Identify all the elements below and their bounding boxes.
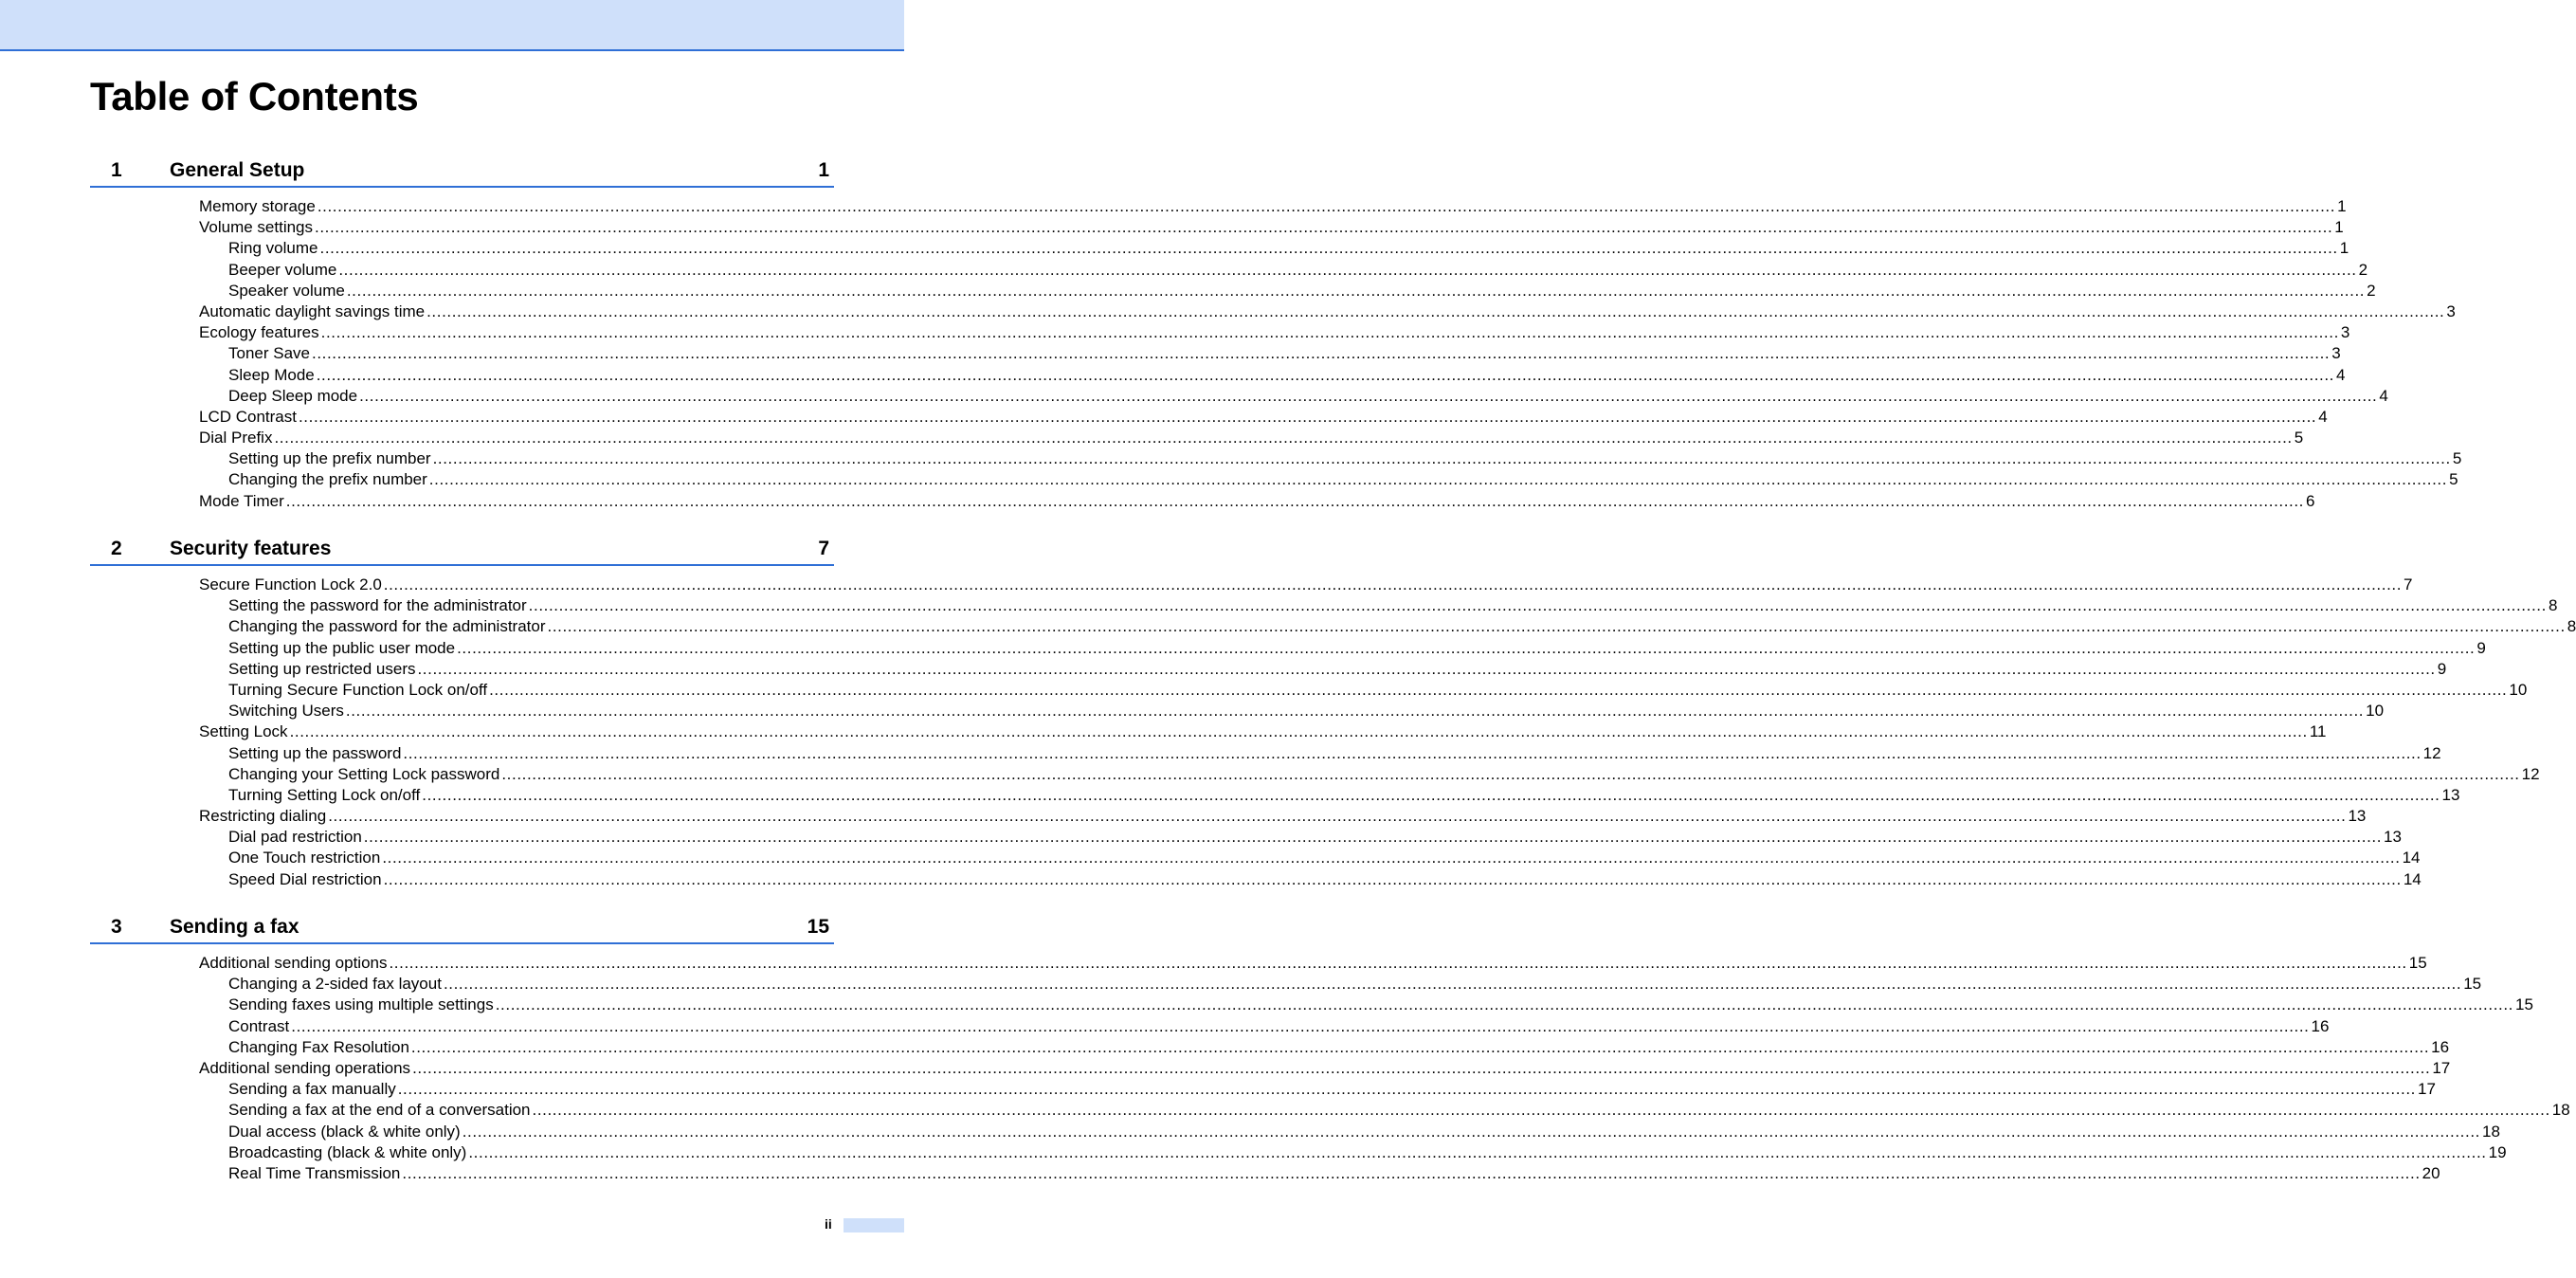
toc-entry[interactable]: [90, 217, 2344, 238]
toc-entry[interactable]: [90, 428, 2304, 448]
dot-leader: ................................................................................................................................................................................................................................................................................................................................................................................................................: [316, 365, 2334, 384]
toc-entry-page-number: 3: [2446, 301, 2456, 320]
dot-leader: ................................................................................................................................................................................................................................................................................................................................................................................................................: [382, 849, 2401, 867]
toc-entry-title: One Touch restriction: [228, 849, 381, 867]
dot-leader: ................................................................................................................................................................................................................................................................................................................................................................................................................: [426, 301, 2445, 320]
toc-entry[interactable]: [90, 1100, 2570, 1121]
toc-entry[interactable]: [90, 1142, 2507, 1163]
toc-entry-title: Changing Fax Resolution: [228, 1037, 409, 1056]
chapter-page-number: 15: [807, 916, 829, 938]
toc-entry-page-number: 14: [2403, 869, 2422, 888]
toc-entry-title: Secure Function Lock 2.0: [199, 575, 382, 593]
toc-entry-page-number: 20: [2422, 1163, 2440, 1182]
dot-leader: ................................................................................................................................................................................................................................................................................................................................................................................................................: [410, 1037, 2430, 1056]
dot-leader: ................................................................................................................................................................................................................................................................................................................................................................................................................: [528, 596, 2547, 615]
toc-entry[interactable]: [90, 595, 2558, 616]
dot-leader: ................................................................................................................................................................................................................................................................................................................................................................................................................: [346, 281, 2366, 300]
toc-entry-page-number: 13: [2441, 785, 2460, 804]
toc-entry-title: Changing the password for the administrator: [228, 617, 546, 636]
toc-entry-title: Setting up the public user mode: [228, 638, 456, 657]
toc-entry-title: Setting Lock: [199, 722, 288, 741]
toc-entry[interactable]: [90, 1122, 2500, 1142]
dot-leader: ................................................................................................................................................................................................................................................................................................................................................................................................................: [428, 470, 2448, 489]
toc-entry-page-number: 1: [2334, 218, 2344, 237]
chapter-page-number: 1: [818, 159, 829, 181]
toc-entry-page-number: 15: [2515, 995, 2533, 1014]
toc-entry-title: Broadcasting (black & white only): [228, 1142, 467, 1161]
toc-entry-page-number: 5: [2294, 429, 2304, 447]
dot-leader: ................................................................................................................................................................................................................................................................................................................................................................................................................: [403, 743, 2422, 762]
toc-entry-page-number: 7: [2404, 575, 2413, 593]
dot-leader: ................................................................................................................................................................................................................................................................................................................................................................................................................: [532, 1101, 2550, 1120]
toc-entry-page-number: 11: [2309, 722, 2327, 741]
chapter-heading[interactable]: [90, 157, 834, 188]
toc-entry[interactable]: [90, 196, 2347, 217]
page-tab-marker: [844, 1218, 904, 1232]
dot-leader: ................................................................................................................................................................................................................................................................................................................................................................................................................: [417, 659, 2436, 678]
toc-entry-title: Turning Secure Function Lock on/off: [228, 680, 488, 699]
dot-leader: ................................................................................................................................................................................................................................................................................................................................................................................................................: [547, 617, 2566, 636]
toc-entry[interactable]: [90, 448, 2462, 469]
toc-entry[interactable]: [90, 721, 2327, 742]
dot-leader: ................................................................................................................................................................................................................................................................................................................................................................................................................: [397, 1080, 2416, 1099]
toc-entry-title: Setting up restricted users: [228, 659, 416, 678]
dot-leader: ................................................................................................................................................................................................................................................................................................................................................................................................................: [289, 722, 2308, 741]
toc-entry[interactable]: [90, 616, 2576, 637]
chapter-heading[interactable]: [90, 536, 834, 566]
toc-entry[interactable]: [90, 974, 2482, 995]
dot-leader: ................................................................................................................................................................................................................................................................................................................................................................................................................: [412, 1058, 2431, 1077]
toc-entry-page-number: 5: [2449, 470, 2458, 489]
toc-entry-page-number: 10: [2366, 702, 2385, 721]
toc-entry-title: Turning Setting Lock on/off: [228, 785, 421, 804]
toc-entry-title: Memory storage: [199, 197, 316, 215]
toc-entry-page-number: 1: [2337, 197, 2347, 215]
toc-entry-title: Dial pad restriction: [228, 828, 362, 847]
chapter-section: [90, 157, 2462, 512]
dot-leader: ................................................................................................................................................................................................................................................................................................................................................................................................................: [298, 407, 2317, 426]
dot-leader: ................................................................................................................................................................................................................................................................................................................................................................................................................: [345, 702, 2365, 721]
toc-entry-title: Restricting dialing: [199, 807, 327, 826]
dot-leader: ................................................................................................................................................................................................................................................................................................................................................................................................................: [432, 449, 2451, 468]
toc-entry-title: Automatic daylight savings time: [199, 301, 426, 320]
page-number: ii: [825, 1216, 832, 1232]
toc-entry-page-number: 12: [2521, 764, 2540, 783]
toc-entry-page-number: 3: [2331, 344, 2341, 363]
toc-entry[interactable]: [90, 680, 2528, 701]
toc-entry-title: Setting the password for the administrator: [228, 596, 527, 615]
toc-entry[interactable]: [90, 995, 2533, 1015]
toc-entry-title: Sleep Mode: [228, 365, 315, 384]
toc-entry-title: Sending a fax manually: [228, 1080, 396, 1099]
chapter-page-number: 7: [818, 538, 829, 559]
toc-entry-page-number: 16: [2311, 1016, 2330, 1035]
toc-entry-page-number: 4: [2379, 386, 2388, 405]
toc-entry-title: Changing a 2-sided fax layout: [228, 975, 442, 994]
toc-entry-title: LCD Contrast: [199, 407, 297, 426]
toc-entry-page-number: 8: [2548, 596, 2558, 615]
toc-entry-title: Additional sending operations: [199, 1058, 411, 1077]
dot-leader: ................................................................................................................................................................................................................................................................................................................................................................................................................: [312, 344, 2331, 363]
toc-entry[interactable]: [90, 386, 2388, 407]
toc-entry[interactable]: [90, 869, 2422, 890]
toc-entry[interactable]: [90, 827, 2402, 848]
toc-entry-title: Volume settings: [199, 218, 314, 237]
dot-leader: ................................................................................................................................................................................................................................................................................................................................................................................................................: [489, 680, 2508, 699]
toc-entry[interactable]: [90, 743, 2441, 764]
toc-entry-page-number: 17: [2432, 1058, 2451, 1077]
dot-leader: ................................................................................................................................................................................................................................................................................................................................................................................................................: [402, 1163, 2421, 1182]
toc-entry[interactable]: [90, 281, 2376, 301]
toc-entry-title: Contrast: [228, 1016, 290, 1035]
toc-entry[interactable]: [90, 1016, 2330, 1037]
toc-entry[interactable]: [90, 785, 2460, 806]
toc-entry[interactable]: [90, 701, 2385, 721]
dot-leader: ................................................................................................................................................................................................................................................................................................................................................................................................................: [285, 491, 2305, 510]
toc-entry-page-number: 19: [2488, 1142, 2507, 1161]
toc-entry-page-number: 13: [2348, 807, 2367, 826]
toc-entry[interactable]: [90, 407, 2328, 428]
chapter-number: 2: [111, 538, 122, 559]
toc-entry-title: Deep Sleep mode: [228, 386, 358, 405]
toc-entry-list: [90, 944, 2570, 1184]
toc-entry-page-number: 4: [2336, 365, 2346, 384]
toc-entry-page-number: 3: [2340, 323, 2350, 342]
toc-entry-title: Sending faxes using multiple settings: [228, 995, 494, 1014]
chapter-title: Security features: [170, 538, 332, 559]
toc-entry-title: Toner Save: [228, 344, 310, 363]
toc-entry-title: Speed Dial restriction: [228, 869, 382, 888]
toc-entry[interactable]: [90, 469, 2458, 490]
dot-leader: ................................................................................................................................................................................................................................................................................................................................................................................................................: [462, 1122, 2480, 1141]
toc-entry-page-number: 2: [2358, 260, 2368, 279]
toc-entry[interactable]: [90, 1037, 2450, 1058]
toc-entry-page-number: 15: [2463, 975, 2482, 994]
toc-entry-title: Mode Timer: [199, 491, 284, 510]
dot-leader: ................................................................................................................................................................................................................................................................................................................................................................................................................: [328, 807, 2347, 826]
toc-entry[interactable]: [90, 343, 2341, 364]
toc-entry-page-number: 8: [2567, 617, 2576, 636]
toc-entry-title: Additional sending options: [199, 954, 388, 972]
toc-entry[interactable]: [90, 238, 2349, 259]
dot-leader: ................................................................................................................................................................................................................................................................................................................................................................................................................: [443, 975, 2462, 994]
toc-entry[interactable]: [90, 1058, 2451, 1079]
dot-leader: ................................................................................................................................................................................................................................................................................................................................................................................................................: [359, 386, 2378, 405]
toc-entry-title: Changing your Setting Lock password: [228, 764, 500, 783]
toc-entry-page-number: 4: [2318, 407, 2328, 426]
toc-entry[interactable]: [90, 659, 2447, 680]
header-band: [0, 0, 904, 51]
toc-entry-page-number: 9: [2437, 659, 2447, 678]
toc-entry[interactable]: [90, 848, 2421, 868]
toc-entry[interactable]: [90, 301, 2456, 322]
dot-leader: ................................................................................................................................................................................................................................................................................................................................................................................................................: [501, 764, 2520, 783]
toc-entry-page-number: 18: [2481, 1122, 2500, 1141]
toc-entry-title: Ring volume: [228, 239, 318, 258]
chapter-number: 1: [111, 159, 122, 181]
toc-entry-page-number: 5: [2452, 449, 2462, 468]
dot-leader: ................................................................................................................................................................................................................................................................................................................................................................................................................: [495, 995, 2513, 1014]
dot-leader: ................................................................................................................................................................................................................................................................................................................................................................................................................: [363, 828, 2383, 847]
dot-leader: ................................................................................................................................................................................................................................................................................................................................................................................................................: [468, 1142, 2487, 1161]
toc-entry[interactable]: [90, 491, 2315, 512]
toc-entry-page-number: 2: [2367, 281, 2376, 300]
toc-entry-page-number: 17: [2418, 1080, 2436, 1099]
toc-entry-page-number: 9: [2476, 638, 2486, 657]
dot-leader: ................................................................................................................................................................................................................................................................................................................................................................................................................: [291, 1016, 2310, 1035]
toc-entry-page-number: 12: [2422, 743, 2441, 762]
chapter-number: 3: [111, 916, 122, 938]
dot-leader: ................................................................................................................................................................................................................................................................................................................................................................................................................: [383, 869, 2402, 888]
toc-entry-title: Real Time Transmission: [228, 1163, 401, 1182]
toc-entry-title: Setting up the prefix number: [228, 449, 431, 468]
toc-entry-list: [90, 188, 2462, 512]
toc-entry[interactable]: [90, 1163, 2440, 1184]
toc-entry[interactable]: [90, 953, 2427, 974]
toc-entry-page-number: 10: [2509, 680, 2528, 699]
dot-leader: ................................................................................................................................................................................................................................................................................................................................................................................................................: [317, 197, 2336, 215]
dot-leader: ................................................................................................................................................................................................................................................................................................................................................................................................................: [383, 575, 2403, 593]
dot-leader: ................................................................................................................................................................................................................................................................................................................................................................................................................: [320, 323, 2339, 342]
chapter-title: Sending a fax: [170, 916, 299, 938]
toc-entry-title: Setting up the password: [228, 743, 402, 762]
toc-entry-page-number: 18: [2551, 1101, 2570, 1120]
toc-entry[interactable]: [90, 806, 2367, 827]
toc-entry-title: Dial Prefix: [199, 429, 273, 447]
toc-entry-page-number: 13: [2384, 828, 2402, 847]
page-title: Table of Contents: [90, 74, 419, 119]
toc-entry-title: Ecology features: [199, 323, 319, 342]
dot-leader: ................................................................................................................................................................................................................................................................................................................................................................................................................: [319, 239, 2338, 258]
dot-leader: ................................................................................................................................................................................................................................................................................................................................................................................................................: [389, 954, 2407, 972]
toc-entry-title: Sending a fax at the end of a conversation: [228, 1101, 531, 1120]
toc-entry-page-number: 16: [2431, 1037, 2450, 1056]
chapter-section: [90, 536, 2576, 890]
toc-entry-title: Changing the prefix number: [228, 470, 427, 489]
toc-entry[interactable]: [90, 322, 2350, 343]
dot-leader: ................................................................................................................................................................................................................................................................................................................................................................................................................: [338, 260, 2357, 279]
toc-entry[interactable]: [90, 764, 2540, 785]
chapter-title: General Setup: [170, 159, 305, 181]
toc-entry-title: Dual access (black & white only): [228, 1122, 461, 1141]
toc-entry-title: Switching Users: [228, 702, 344, 721]
dot-leader: ................................................................................................................................................................................................................................................................................................................................................................................................................: [422, 785, 2440, 804]
dot-leader: ................................................................................................................................................................................................................................................................................................................................................................................................................: [315, 218, 2333, 237]
toc-entry[interactable]: [90, 260, 2368, 281]
toc-entry-title: Beeper volume: [228, 260, 337, 279]
toc-entry-title: Speaker volume: [228, 281, 345, 300]
toc-entry-page-number: 1: [2339, 239, 2349, 258]
toc-entry[interactable]: [90, 1079, 2436, 1100]
toc-entry-page-number: 14: [2402, 849, 2421, 867]
toc-entry-page-number: 6: [2306, 491, 2315, 510]
toc-entry-list: [90, 566, 2576, 890]
toc-entry[interactable]: [90, 575, 2413, 595]
dot-leader: ................................................................................................................................................................................................................................................................................................................................................................................................................: [457, 638, 2476, 657]
toc-entry-page-number: 15: [2408, 954, 2427, 972]
chapter-section: [90, 914, 2570, 1184]
toc-entry[interactable]: [90, 365, 2346, 386]
chapter-heading[interactable]: [90, 914, 834, 944]
dot-leader: ................................................................................................................................................................................................................................................................................................................................................................................................................: [274, 429, 2293, 447]
toc-entry[interactable]: [90, 638, 2486, 659]
